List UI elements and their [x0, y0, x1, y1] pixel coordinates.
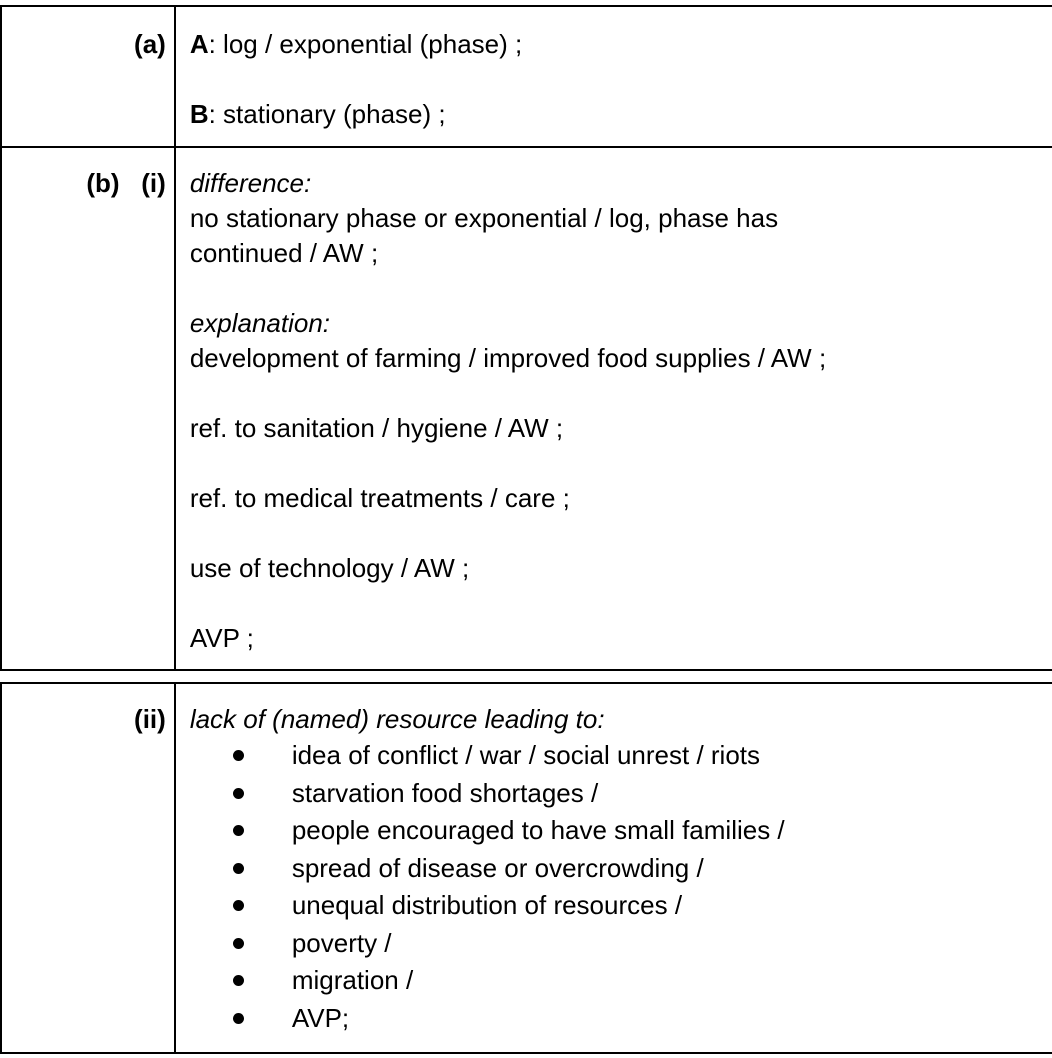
bullet-icon	[233, 788, 244, 799]
row-part-b-ii	[1, 683, 1052, 1053]
list-item	[176, 812, 1052, 850]
question-cell-a	[1, 6, 175, 147]
difference-line-2: continued / AW ;	[189, 238, 379, 268]
list-item-text: AVP;	[291, 1002, 350, 1033]
list-item-text: people encouraged to have small families /	[291, 815, 785, 845]
question-cell-b-i	[1, 147, 175, 670]
question-label-a: (a)	[134, 29, 166, 59]
spacer	[176, 516, 1052, 551]
difference-heading: difference:	[189, 168, 312, 198]
spacer	[176, 446, 1052, 481]
question-label-b-i: (b) (i)	[86, 168, 166, 198]
explanation-heading: explanation:	[189, 308, 331, 338]
list-item	[176, 925, 1052, 963]
answer-line-b	[176, 97, 1052, 132]
list-item-text: spread of disease or overcrowding /	[291, 852, 704, 883]
list-item-text: poverty /	[291, 927, 392, 958]
bullet-icon	[233, 975, 244, 986]
list-item	[176, 962, 1052, 1000]
bullet-icon	[233, 750, 244, 761]
list-item-text: starvation food shortages /	[291, 777, 599, 808]
list-item	[176, 1000, 1052, 1038]
list-item	[176, 775, 1052, 813]
bullet-icon	[233, 1013, 244, 1024]
bullet-icon	[233, 863, 244, 874]
list-item-text: unequal distribution of resources /	[291, 890, 683, 920]
list-item	[176, 850, 1052, 888]
answer-cell-b-ii	[175, 683, 1052, 1053]
explanation-point: use of technology / AW ;	[189, 553, 470, 583]
difference-line-1: no stationary phase or exponential / log, phase has	[189, 203, 779, 233]
answer-line-a	[176, 7, 1052, 62]
explanation-point: AVP ;	[189, 623, 254, 653]
mark-scheme-table-upper	[0, 5, 1052, 671]
mark-scheme-table-lower	[0, 682, 1052, 1054]
answer-a-text: : log / exponential (phase) ;	[208, 29, 523, 59]
answer-b-prefix: B	[189, 99, 209, 129]
list-item-text: idea of conflict / war / social unrest / riots	[291, 740, 761, 770]
row-part-a	[1, 6, 1052, 147]
bullet-icon	[233, 938, 244, 949]
explanation-point: development of farming / improved food supplies / AW ;	[189, 343, 827, 373]
answer-b-text: : stationary (phase) ;	[208, 99, 446, 129]
list-item	[176, 887, 1052, 925]
spacer	[176, 271, 1052, 306]
bullet-icon	[233, 825, 244, 836]
consequence-list	[176, 737, 1052, 1037]
spacer	[176, 376, 1052, 411]
resource-heading: lack of (named) resource leading to:	[189, 704, 605, 734]
question-label-b-ii: (ii)	[134, 704, 166, 734]
list-item-text: migration /	[291, 965, 414, 995]
question-cell-b-ii	[1, 683, 175, 1053]
answer-cell-b-i	[175, 147, 1052, 670]
spacer	[176, 62, 1052, 97]
row-part-b-i	[1, 147, 1052, 670]
explanation-point: ref. to sanitation / hygiene / AW ;	[189, 413, 564, 443]
list-item	[176, 737, 1052, 775]
bullet-icon	[233, 900, 244, 911]
spacer	[176, 586, 1052, 621]
answer-a-prefix: A	[189, 29, 209, 59]
answer-cell-a	[175, 6, 1052, 147]
explanation-point: ref. to medical treatments / care ;	[189, 483, 570, 513]
